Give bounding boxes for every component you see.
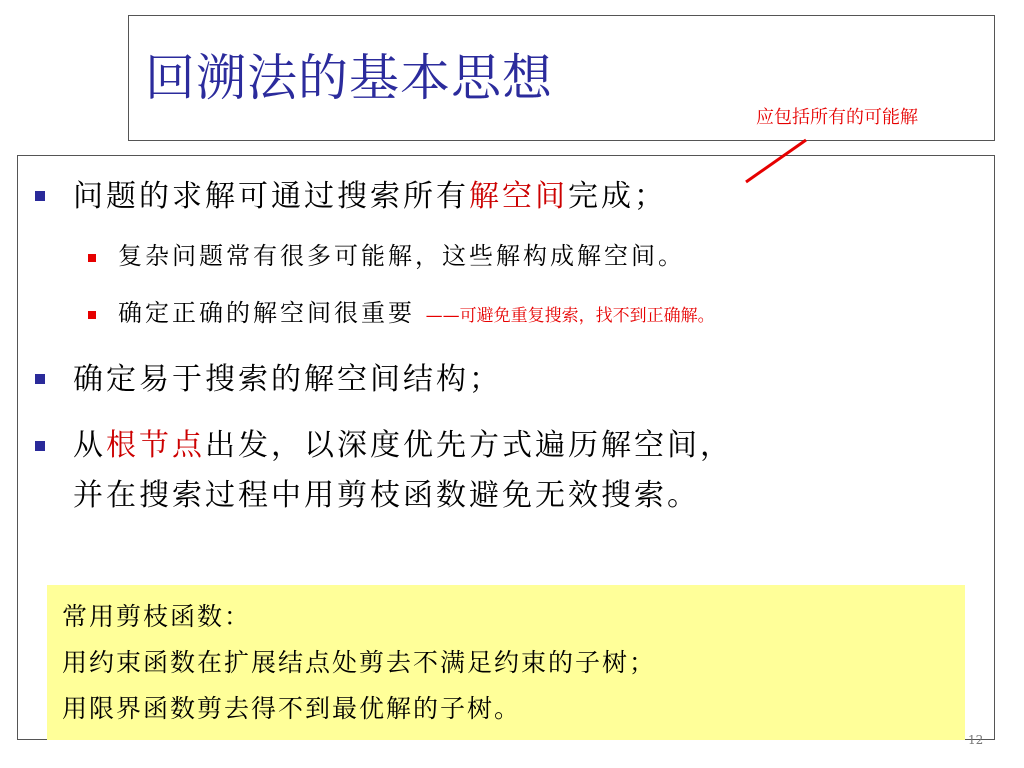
box-line-constraint: 用约束函数在扩展结点处剪去不满足约束的子树； xyxy=(62,648,657,677)
sub-bullet-text xyxy=(118,293,715,328)
bullet-marker xyxy=(35,441,45,451)
bullet-text-part: 问题的求解可通过搜索所有 xyxy=(73,179,469,214)
sub-bullet-text: 复杂问题常有很多可能解，这些解构成解空间。 xyxy=(118,242,685,270)
sub-bullet-main: 确定正确的解空间很重要 xyxy=(118,299,415,327)
bullet-text-line2: 并在搜索过程中用剪枝函数避免无效搜索。 xyxy=(73,478,700,513)
page-number: 12 xyxy=(968,733,984,747)
pruning-functions-box xyxy=(47,585,965,740)
bullet-marker xyxy=(35,191,45,201)
bullet-marker xyxy=(35,374,45,384)
highlight-root-node: 根节点 xyxy=(106,428,205,463)
bullet-text-part: 完成； xyxy=(568,179,667,214)
highlight-solution-space: 解空间 xyxy=(469,179,568,214)
box-line-heading: 常用剪枝函数： xyxy=(62,602,252,631)
sub-bullet-marker xyxy=(88,254,96,262)
bullet-text-part: 出发，以深度优先方式遍历解空间， xyxy=(205,428,733,463)
sub-bullet-note: ——可避免重复搜索，找不到正确解。 xyxy=(425,306,715,326)
box-line-bound: 用限界函数剪去得不到最优解的子树。 xyxy=(62,694,522,723)
bullet-text xyxy=(73,420,733,464)
callout-label: 应包括所有的可能解 xyxy=(756,107,918,128)
sub-bullet-marker xyxy=(88,311,96,319)
slide-title: 回溯法的基本思想 xyxy=(145,49,553,107)
bullet-text-part: 从 xyxy=(73,428,106,463)
bullet-text xyxy=(73,171,667,215)
bullet-text: 确定易于搜索的解空间结构； xyxy=(73,362,502,397)
